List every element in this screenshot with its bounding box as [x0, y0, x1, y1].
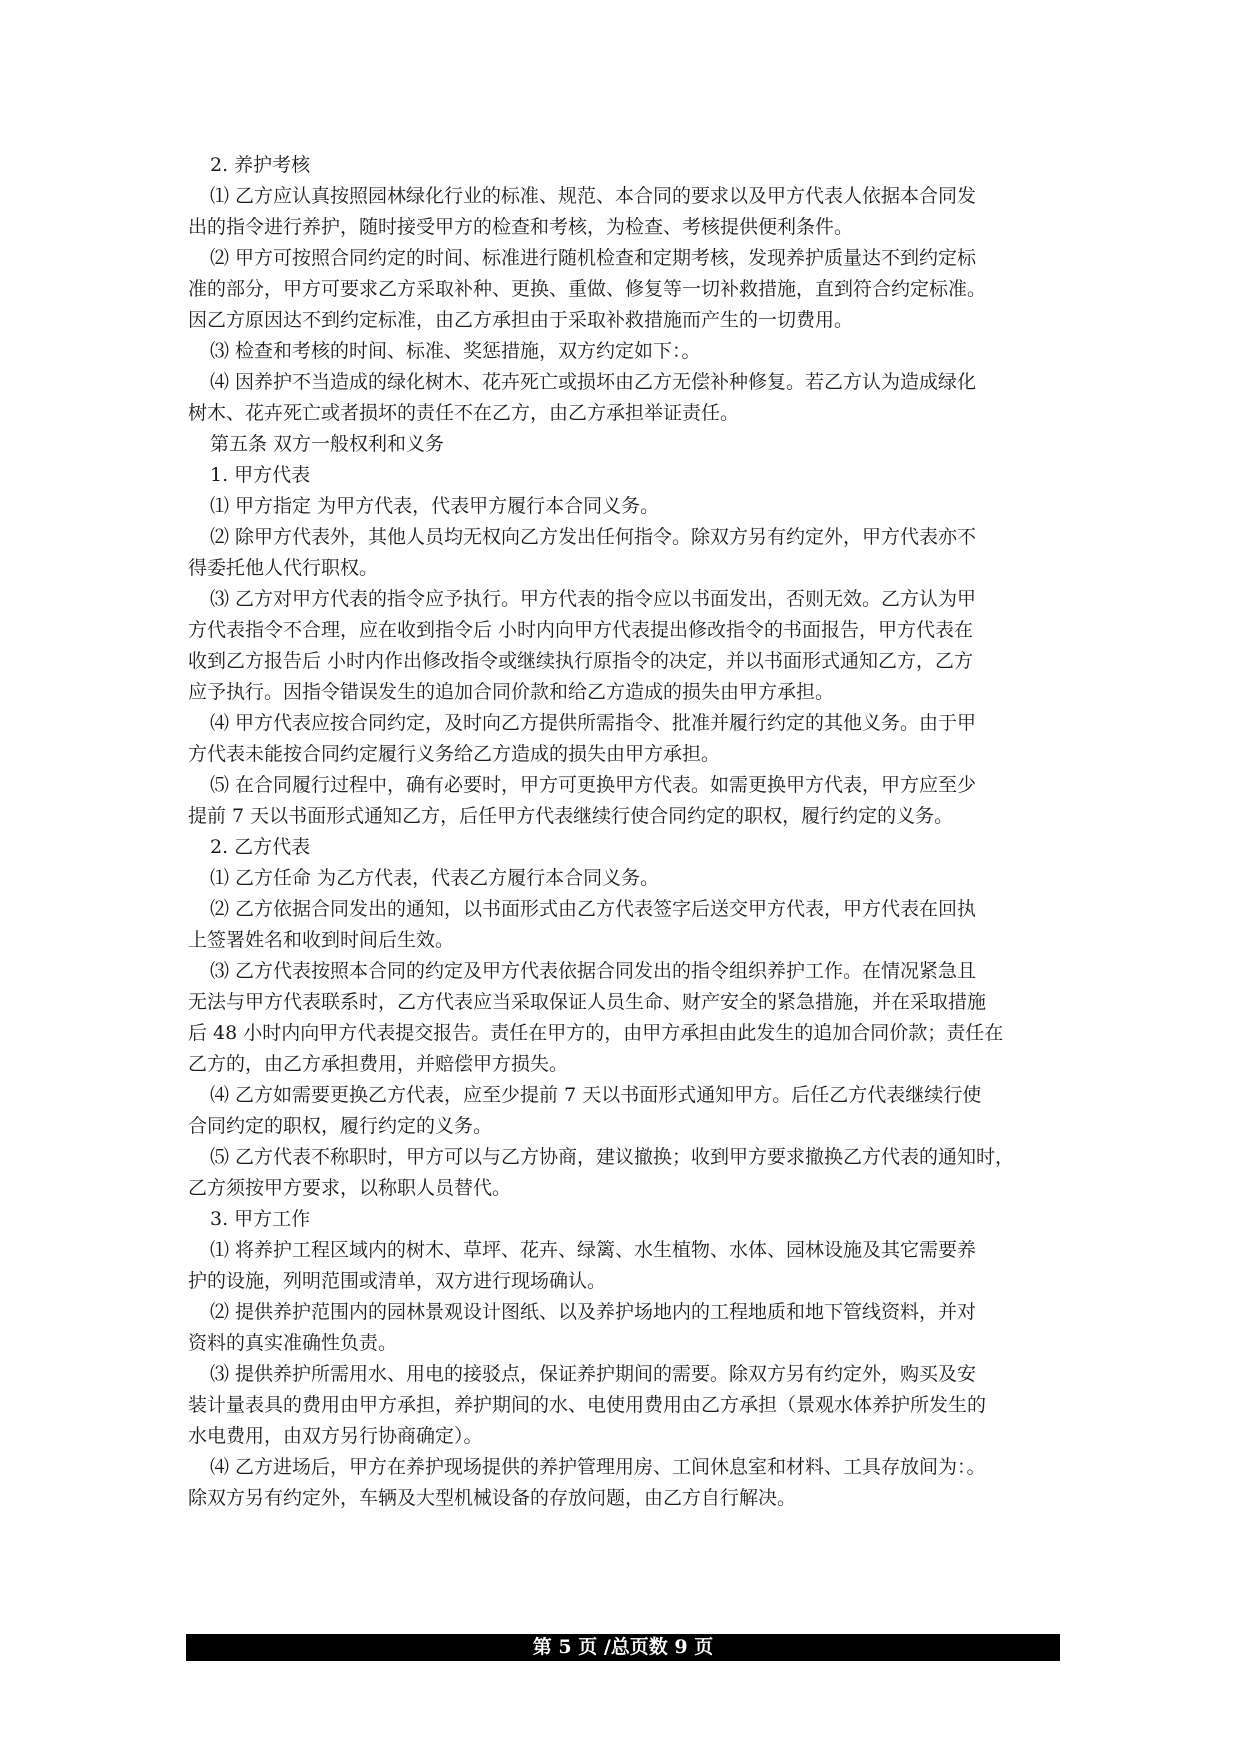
text-line: ⑵ 除甲方代表外，其他人员均无权向乙方发出任何指令。除双方另有约定外，甲方代表亦不	[210, 526, 977, 548]
text-line: 树木、花卉死亡或者损坏的责任不在乙方，由乙方承担举证责任。	[188, 402, 740, 424]
text-line: ⑶ 提供养护所需用水、用电的接驳点，保证养护期间的需要。除双方另有约定外，购买及安	[210, 1363, 977, 1385]
text-line: ⑶ 乙方对甲方代表的指令应予执行。甲方代表的指令应以书面发出，否则无效。乙方认为甲	[210, 588, 977, 610]
text-line: ⑷ 因养护不当造成的绿化树木、花卉死亡或损坏由乙方无偿补种修复。若乙方认为造成绿化	[210, 371, 977, 393]
text-line: 上签署姓名和收到时间后生效。	[188, 929, 455, 951]
text-line: ⑸ 在合同履行过程中，确有必要时，甲方可更换甲方代表。如需更换甲方代表，甲方应至少	[210, 774, 977, 796]
text-line: 2. 养护考核	[210, 154, 311, 176]
text-line: 除双方另有约定外，车辆及大型机械设备的存放问题，由乙方自行解决。	[188, 1487, 797, 1509]
text-line: ⑴ 将养护工程区域内的树木、草坪、花卉、绿篱、水生植物、水体、园林设施及其它需要养	[210, 1239, 977, 1261]
text-line: 合同约定的职权，履行约定的义务。	[188, 1115, 493, 1137]
text-line: 出的指令进行养护，随时接受甲方的检查和考核，为检查、考核提供便利条件。	[188, 216, 854, 238]
page-footer	[186, 1634, 1060, 1661]
text-line: 收到乙方报告后 小时内作出修改指令或继续执行原指令的决定，并以书面形式通知乙方，乙方	[188, 650, 974, 672]
text-line: ⑴ 乙方应认真按照园林绿化行业的标准、规范、本合同的要求以及甲方代表人依据本合同发	[210, 185, 977, 207]
text-line: ⑷ 乙方进场后，甲方在养护现场提供的养护管理用房、工间休息室和材料、工具存放间为：。	[210, 1456, 986, 1478]
text-line: 水电费用，由双方另行协商确定）。	[188, 1425, 483, 1447]
text-line: 提前 7 天以书面形式通知乙方，后任甲方代表继续行使合同约定的职权，履行约定的义务。	[188, 805, 954, 827]
document-body	[188, 150, 1056, 1514]
text-line: 准的部分，甲方可要求乙方采取补种、更换、重做、修复等一切补救措施，直到符合约定标准。	[188, 278, 987, 300]
text-line: 3. 甲方工作	[210, 1208, 311, 1230]
text-line: 乙方的，由乙方承担费用，并赔偿甲方损失。	[188, 1053, 569, 1075]
text-line: ⑶ 乙方代表按照本合同的约定及甲方代表依据合同发出的指令组织养护工作。在情况紧急且	[210, 960, 977, 982]
text-line: 后 48 小时内向甲方代表提交报告。责任在甲方的，由甲方承担由此发生的追加合同价款；责任在	[188, 1022, 1004, 1044]
text-line: 无法与甲方代表联系时，乙方代表应当采取保证人员生命、财产安全的紧急措施，并在采取措施	[188, 991, 987, 1013]
text-line: 装计量表具的费用由甲方承担，养护期间的水、电使用费用由乙方承担（景观水体养护所发生的	[188, 1394, 987, 1416]
text-line: 2. 乙方代表	[210, 836, 311, 858]
text-line: 得委托他人代行职权。	[188, 557, 379, 579]
page-number-label: 第 5 页 /总页数 9 页	[532, 1636, 714, 1658]
text-line: ⑸ 乙方代表不称职时，甲方可以与乙方协商，建议撤换；收到甲方要求撤换乙方代表的通知时，	[210, 1146, 1015, 1168]
text-line: ⑵ 甲方可按照合同约定的时间、标准进行随机检查和定期考核，发现养护质量达不到约定标	[210, 247, 977, 269]
text-line: ⑷ 乙方如需要更换乙方代表，应至少提前 7 天以书面形式通知甲方。后任乙方代表继续行使	[210, 1084, 982, 1106]
text-line: 因乙方原因达不到约定标准，由乙方承担由于采取补救措施而产生的一切费用。	[188, 309, 854, 331]
text-line: ⑶ 检查和考核的时间、标准、奖惩措施，双方约定如下：。	[210, 340, 701, 362]
text-line: 应予执行。因指令错误发生的追加合同价款和给乙方造成的损失由甲方承担。	[188, 681, 835, 703]
text-line: ⑴ 乙方任命 为乙方代表，代表乙方履行本合同义务。	[210, 867, 660, 889]
text-line: 乙方须按甲方要求，以称职人员替代。	[188, 1177, 512, 1199]
text-line: 资料的真实准确性负责。	[188, 1332, 398, 1354]
text-line: 方代表指令不合理，应在收到指令后 小时内向甲方代表提出修改指令的书面报告，甲方代表在	[188, 619, 974, 641]
text-line: 1. 甲方代表	[210, 464, 311, 486]
text-line: ⑵ 提供养护范围内的园林景观设计图纸、以及养护场地内的工程地质和地下管线资料，并对	[210, 1301, 977, 1323]
text-line: ⑴ 甲方指定 为甲方代表，代表甲方履行本合同义务。	[210, 495, 660, 517]
text-line: 护的设施，列明范围或清单，双方进行现场确认。	[188, 1270, 607, 1292]
text-line: ⑷ 甲方代表应按合同约定，及时向乙方提供所需指令、批准并履行约定的其他义务。由于甲	[210, 712, 977, 734]
text-line: 方代表未能按合同约定履行义务给乙方造成的损失由甲方承担。	[188, 743, 721, 765]
text-line: ⑵ 乙方依据合同发出的通知，以书面形式由乙方代表签字后送交甲方代表，甲方代表在回执	[210, 898, 977, 920]
text-line: 第五条 双方一般权利和义务	[210, 433, 445, 455]
